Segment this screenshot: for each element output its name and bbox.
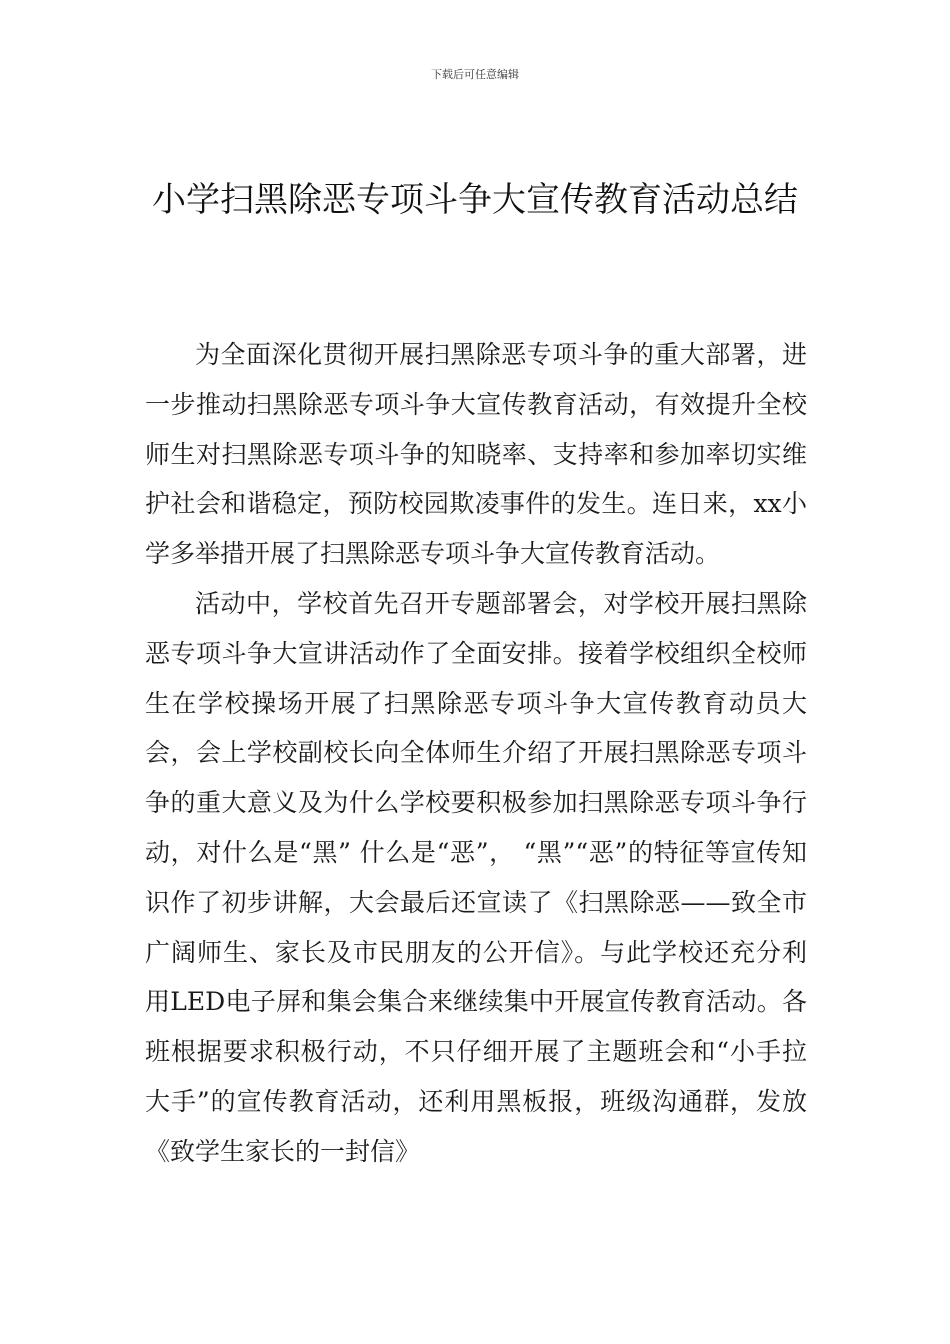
- paragraph-2: 活动中，学校首先召开专题部署会，对学校开展扫黑除恶专项斗争大宣讲活动作了全面安排。接着学校组织全校师生在学校操场开展了扫黑除恶专项斗争大宣传教育动员大会，会上学校副校长向全体师生介绍了开展扫黑除恶专项斗争的重大意义及为什么学校要积极参加扫黑除恶专项斗争行动，对什么是“黑” 什么是“恶”， “黑”“恶”的特征等宣传知识作了初步讲解，大会最后还宣读了《扫黑除恶——致全市广阔师生、家长及市民朋友的公开信》。与此学校还充分利用LED电子屏和集会集合来继续集中开展宣传教育活动。各班根据要求积极行动，不只仔细开展了主题班会和“小手拉大手”的宣传教育活动，还利用黑板报，班级沟通群，发放《致学生家长的一封信》: [145, 588, 807, 1166]
- header-note: 下载后可任意编辑: [431, 68, 519, 81]
- document-body: [145, 330, 807, 1177]
- document-title: 小学扫黑除恶专项斗争大宣传教育活动总结: [152, 180, 798, 220]
- paragraph-1: 为全面深化贯彻开展扫黑除恶专项斗争的重大部署，进一步推动扫黑除恶专项斗争大宣传教育活动，有效提升全校师生对扫黑除恶专项斗争的知晓率、支持率和参加率切实维护社会和谐稳定，预防校园欺凌事件的发生。连日来，xx小学多举措开展了扫黑除恶专项斗争大宣传教育活动。: [145, 340, 807, 569]
